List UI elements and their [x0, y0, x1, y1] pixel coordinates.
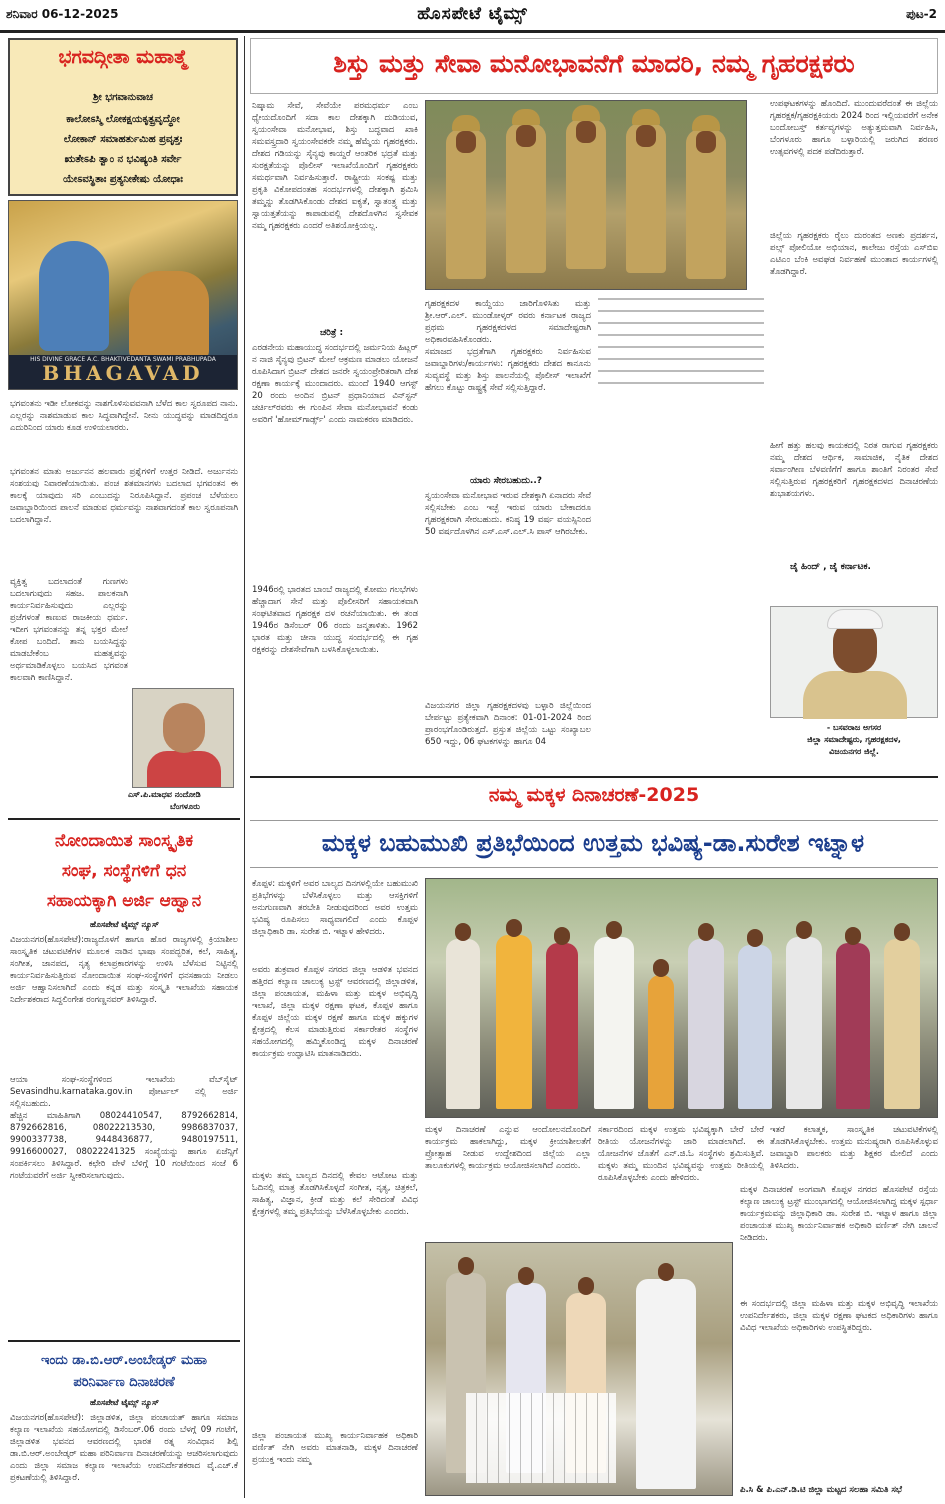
ambedkar-headline: ಇಂದು ಡಾ.ಬಿ.ಆರ್.ಅಂಬೇಡ್ಕರ್ ಮಹಾ ಪರಿನಿರ್ವಾಣ ದಿನಾಚರಣೆ	[41, 1353, 207, 1390]
guards-col1c: 1946ರಲ್ಲಿ ಭಾರತದ ಬಾಂಬೆ ರಾಜ್ಯದಲ್ಲಿ ಕೋಮು ಗಲಭೆಗಳು ಹೆಚ್ಚಾದಾಗ ಸೇನೆ ಮತ್ತು ಪೊಲೀಸರಿಗೆ ಸಹಾಯಕವಾಗಿ ಸಂಘಟಿತವಾದ ಗೃಹರಕ್ಷಕ ದಳ ರಚನೆಯಾಯಿತು. ಈ ತಂಡ 1946ರ ಡಿಸೆಂಬರ್ 06 ರಂದು ಜನ್ಮತಾಳಿತು. 1962 ಭಾರತ ಮತ್ತು ಚೀನಾ ಯುದ್ಧ ಸಂದರ್ಭದಲ್ಲಿ ಈ ಗೃಹ ರಕ್ಷಕರನ್ನು ದೇಶಸೇವೆಗಾಗಿ ಬಳಸಿಕೊಳ್ಳಲಾಯಿತು.	[252, 585, 418, 655]
gita-para-2: ಭಗವಂತನ ಮಾತು ಅರ್ಜುನನ ಹಲವಾರು ಪ್ರಶ್ನೆಗಳಿಗೆ ಉತ್ತರ ನೀಡಿದೆ. ಅರ್ಜುನನು ಸಂಶಯವು ನಿವಾರಣೆಯಾಯಿತು. ಪಂಚ ಶತಮಾನಗಳು ಬದಲಾದ ಭಗವಂತನ ಈ ಕಾಲಕ್ಕೆ ಯಾವುದು ಸರಿ ಎಂಬುದನ್ನು ನಿರೂಪಿಸಿದ್ದಾನೆ. ಪ್ರಪಂಚ ಬೆಳೆಯಲು ಜವಾಬ್ದಾರಿಯಿಂದ ಪಾಲನೆ ಮಾಡುವ ಧರ್ಮವನ್ನು ನಾಶವಾಗದಂತೆ ಕಾಲ ಸ್ವರೂಪನಾಗಿ ಬದಲಾಗಿದ್ದಾನೆ.	[10, 467, 238, 525]
guards-col2e: ವಿಜಯನಗರ ಜಿಲ್ಲಾ ಗೃಹರಕ್ಷಕದಳವು ಬಳ್ಳಾರಿ ಜಿಲ್ಲೆಯಿಂದ ಬೇರ್ಪಟ್ಟು ಪ್ರತ್ಯೇಕವಾಗಿ ದಿನಾಂಕ: 01-01-2024 ರಿಂದ ಪ್ರಾರಂಭಗೊಂಡಿರುತ್ತದೆ. ಪ್ರಸ್ತುತ ಜಿಲ್ಲೆಯ ಒಟ್ಟು ಸಂಖ್ಯಾಬಲ 650 ಇದ್ದು, 06 ಘಟಕಗಳನ್ನು ಹಾಗೂ 04	[425, 701, 591, 747]
image-credit: HIS DIVINE GRACE A.C. BHAKTIVEDANTA SWAMI PRABHUPADA	[30, 356, 216, 363]
kids-col2: ಮಕ್ಕಳ ದಿನಾಚರಣೆ ಎನ್ನುವ ಆಂದೋಲನದೊಂದಿಗೆ ಕಾರ್ಯಕ್ರಮ ಹಾಕಲಾಗಿದ್ದು, ಮಕ್ಕಳ ಕ್ರೀಯಾಶೀಲತೆಗೆ ಪ್ರೋತ್ಸಾಹ ನೀಡುವ ಉದ್ದೇಶದಿಂದ ಜಿಲ್ಲೆಯ ಎಲ್ಲಾ ತಾಲೂಕುಗಳಲ್ಲಿ ಕಾರ್ಯಕ್ರಮ ಆಯೋಜಿಸಲಾಗಿದೆ ಎಂದರು.	[425, 1125, 591, 1171]
guards-col2: ಗೃಹರಕ್ಷಕದಳ ಕಾಯ್ದೆಯು ಜಾರಿಗೊಳಿಸಿತು ಮತ್ತು ಶ್ರೀ.ಆರ್.ಎಲ್. ಮುಂಡೋಳ್ಕರ್ ರವರು ಕರ್ನಾಟಕ ರಾಜ್ಯದ ಪ್ರಥಮ ಗೃಹರಕ್ಷಕದಳದ ಸಮಾದೇಷ್ಟರಾಗಿ ಅಧಿಕಾರವಹಿಸಿಕೊಂಡರು.	[425, 299, 591, 345]
kids-col1b: ಅವರು ಶುಕ್ರವಾರ ಕೊಪ್ಪಳ ನಗರದ ಜಿಲ್ಲಾ ಆಡಳಿತ ಭವನದ ಹತ್ತಿರದ ಕಲ್ಯಾಣ ಚಾಲುಕ್ಯ ಟ್ರಸ್ಟ್ ಆವರಣದಲ್ಲಿ ಜಿಲ್ಲಾಡಳಿತ, ಜಿಲ್ಲಾ ಪಂಚಾಯತ, ಮಹಿಳಾ ಮತ್ತು ಮಕ್ಕಳ ಅಭಿವೃದ್ಧಿ ಇಲಾಖೆ, ಜಿಲ್ಲಾ ಮಕ್ಕಳ ರಕ್ಷಣಾ ಘಟಕ, ಕೊಪ್ಪಳ ಹಾಗೂ ಕೊಪ್ಪಳ ಜಿಲ್ಲೆಯ ಮಕ್ಕಳ ರಕ್ಷಣೆ ಹಾಗೂ ಮಕ್ಕಳ ಹಕ್ಕುಗಳ ಕ್ಷೇತ್ರದಲ್ಲಿ ಕೆಲಸ ಮಾಡುತ್ತಿರುವ ಸರ್ಕಾರೇತರ ಸಂಸ್ಥೆಗಳ ಸಹಯೋಗದಲ್ಲಿ ಹಮ್ಮಿಕೊಂಡಿದ್ದ ಮಕ್ಕಳ ದಿನಾಚರಣೆ ಕಾರ್ಯಕ್ರಮ ಉದ್ಘಾಟಿಸಿ ಮಾತನಾಡಿದರು.	[252, 965, 418, 1059]
masthead: ಹೊಸಪೇಟೆ ಟೈಮ್ಸ್	[417, 4, 528, 24]
kids-col3d: ಪಿ.ಸಿ & ಪಿ.ಎನ್.ಡಿ.ಟಿ ಜಿಲ್ಲಾ ಮಟ್ಟದ ಸಲಹಾ ಸಮಿತಿ ಸಭೆ	[740, 1485, 902, 1495]
krishna-figure	[39, 241, 109, 351]
registration-byline: ಹೊಸಪೇಟೆ ಟೈಮ್ಸ್ ನ್ಯೂಸ್	[90, 920, 159, 929]
ambedkar-byline: ಹೊಸಪೇಟೆ ಟೈಮ್ಸ್ ನ್ಯೂಸ್	[90, 1398, 159, 1407]
gita-title: ಭಗವದ್ಗೀತಾ ಮಹಾತ್ಮೆ	[58, 46, 188, 68]
kids-col2b: ಸರ್ಕಾರದಿಂದ ಮಕ್ಕಳ ಉತ್ತಮ ಭವಿಷ್ಯಕ್ಕಾಗಿ ಬೇರೆ ಬೇರೆ ರೀತಿಯ ಯೋಜನೆಗಳನ್ನು ಜಾರಿ ಮಾಡಲಾಗಿದೆ. ಈ ಯೋಜನೆಗಳ ಜೊತೆಗೆ ಎನ್.ಜಿ.ಓ ಸಂಸ್ಥೆಗಳು ಶ್ರಮಿಸುತ್ತಿವೆ. ಮಕ್ಕಳು ತಮ್ಮ ಮುಂದಿನ ಭವಿಷ್ಯವನ್ನು ಉತ್ತಮ ರೀತಿಯಲ್ಲಿ ರೂಪಿಸಿಕೊಳ್ಳಬೇಕು ಎಂದು ಹೇಳಿದರು.	[598, 1125, 764, 1183]
section-divider	[8, 1340, 240, 1342]
parade-photo	[425, 100, 747, 290]
officer-photo	[770, 606, 938, 718]
gita-verse: ಕಾಲೋಽಸ್ಮಿ ಲೋಕಕ್ಷಯಕೃತ್ಪ್ರವೃದ್ಧೋ ಲೋಕಾನ್ ಸಮಾಹರ್ತುಮಿಹ ಪ್ರವೃತ್ತಃ ಋತೇಽಪಿ ತ್ವಾಂ ನ ಭವಿಷ್ಯಂತಿ ಸರ್ವೇ ಯೇಽವಸ್ಥಿತಾಃ ಪ್ರತ್ಯನೀಕೇಷು ಯೋಧಾಃ	[63, 114, 183, 185]
guards-col2b: ಸಮಾಜದ ಭದ್ರತೆಗಾಗಿ ಗೃಹರಕ್ಷಕರು ನಿರ್ವಹಿಸುವ ಜವಾಬ್ದಾರಿಗಳು/ಕಾರ್ಯಗಳು: ಗೃಹರಕ್ಷಕರು ದೇಶದ ಕಾನೂನು ಸುವ್ಯವಸ್ಥೆ ಮತ್ತು ಶಿಸ್ತು ಪಾಲನೆಯಲ್ಲಿ ಪೊಲೀಸ್ ಇಲಾಖೆಗೆ ಹೆಗಲು ಕೊಟ್ಟು ರಾಷ್ಟ್ರಕ್ಕೆ ಸೇವೆ ಸಲ್ಲಿಸುತ್ತಿದ್ದಾರೆ.	[425, 347, 591, 393]
registration-body-3: ಹೆಚ್ಚಿನ ಮಾಹಿತಿಗಾಗಿ 08024410547, 8792662814, 8792662816, 08022213530, 9986837037, 9900337738, 9448436877, 9480197511, 9916600027, 08022241325 ಸಂಖ್ಯೆಯನ್ನು ಹಾಗೂ ಏಜೆನ್ಸಿಗೆ ಸಂಪರ್ಕಿಸಲು ತಿಳಿಸಿದ್ದಾರೆ. ಕಛೇರಿ ವೇಳೆ ಬೆಳಿಗ್ಗೆ 10 ಗಂಟೆಯಿಂದ ಸಂಜೆ 6 ಗಂಟೆಯವರೆಗೆ ಅರ್ಜಿ ಸ್ವೀಕರಿಸಲಾಗುವುದು.	[10, 1111, 238, 1181]
ambedkar-body: ವಿಜಯನಗರ(ಹೊಸಪೇಟೆ): ಜಿಲ್ಲಾಡಳಿತ, ಜಿಲ್ಲಾ ಪಂಚಾಯತ್ ಹಾಗೂ ಸಮಾಜ ಕಲ್ಯಾಣ ಇಲಾಖೆಯ ಸಹಯೋಗದಲ್ಲಿ ಡಿಸೆಂಬರ್.06 ರಂದು ಬೆಳಗ್ಗೆ 09 ಗಂಟೆಗೆ, ಜಿಲ್ಲಾಡಳಿತ ಭವನದ ಆವರಣದಲ್ಲಿ ಭಾರತ ರತ್ನ ಸಂವಿಧಾನ ಶಿಲ್ಪಿ ಡಾ.ಬಿ.ಆರ್.ಅಂಬೇಡ್ಕರ್ ಮಹಾ ಪರಿನಿರ್ವಾಣ ದಿನಾಚರಣೆಯನ್ನು ಆಚರಿಸಲಾಗುವುದು ಎಂದು ಜಿಲ್ಲಾ ಸಮಾಜ ಕಲ್ಯಾಣ ಇಲಾಖೆಯ ಉಪನಿರ್ದೇಶಕರಾದ ವೈ.ಎಚ್.ಕೆ ಪ್ರಕಟಣೆಯಲ್ಲಿ ತಿಳಿಸಿದ್ದಾರೆ.	[10, 1413, 238, 1483]
kids-col3b: ಮಕ್ಕಳ ದಿನಾಚರಣೆ ಅಂಗವಾಗಿ ಕೊಪ್ಪಳ ನಗರದ ಹೊಸಪೇಟೆ ರಸ್ತೆಯ ಕಲ್ಯಾಣ ಚಾಲುಕ್ಯ ಟ್ರಸ್ಟ್ ಮುಂಭಾಗದಲ್ಲಿ ಆಯೋಜಿಸಲಾಗಿದ್ದ ಮಕ್ಕಳ ಸ್ಪರ್ಧಾ ಕಾರ್ಯಕ್ರಮವನ್ನು ಜಿಲ್ಲಾಧಿಕಾರಿ ಡಾ. ಸುರೇಶ ಬಿ. ಇಟ್ನಾಳ ಹಾಗೂ ಜಿಲ್ಲಾ ಪಂಚಾಯತ ಮುಖ್ಯ ಕಾರ್ಯನಿರ್ವಾಹಕ ಅಧಿಕಾರಿ ವರ್ಣಿತ್ ನೇಗಿ ಚಾಲನೆ ನೀಡಿದರು.	[740, 1185, 938, 1243]
page-header	[0, 0, 945, 30]
issue-date: ಶನಿವಾರ 06-12-2025	[6, 7, 119, 21]
guards-col3b: ಜಿಲ್ಲೆಯ ಗೃಹರಕ್ಷಕರು ರೈಲು ದುರಂತದ ಅಣಕು ಪ್ರದರ್ಶನ, ಪಲ್ಸ್ ಪೋಲಿಯೋ ಅಭಿಯಾನ, ಕಾಲೇಜು ರಸ್ತೆಯ ಎಸ್‌ಬಿಐ ಎಟಿಎಂ ಬೆಂಕಿ ಅವಘಡ ನಿರ್ವಹಣೆ ಮುಂತಾದ ಕಾರ್ಯಗಳಲ್ಲಿ ತೊಡಗಿದ್ದಾರೆ.	[770, 231, 938, 277]
header-rule	[0, 30, 945, 33]
guards-col1: ನಿಷ್ಕಾಮ ಸೇವೆ, ಸೇವೆಯೇ ಪರಮಧರ್ಮ ಎಂಬ ಧ್ಯೇಯದೊಂದಿಗೆ ಸದಾ ಕಾಲ ದೇಶಕ್ಕಾಗಿ ದುಡಿಯುವ, ಸ್ವಯಂಸೇವಾ ಮನೋಭಾವ, ಶಿಸ್ತು ಬದ್ಧವಾದ ಖಾಕಿ ಸಮವಸ್ತ್ರದಾರಿ ಸ್ವಯಂಸೇವಕರೇ ನಮ್ಮ ಹೆಮ್ಮೆಯ ಗೃಹರಕ್ಷಕರು. ದೇಶದ ಗಡಿಯನ್ನು ಸೈನ್ಯವು ಕಾಯ್ದರೆ ಆಂತರಿಕ ಭದ್ರತೆ ಮತ್ತು ಸುರಕ್ಷತೆಯನ್ನು ಪೊಲೀಸ್ ಇಲಾಖೆಯೊಂದಿಗೆ ಗೃಹರಕ್ಷಕರು ಸಮರ್ಥವಾಗಿ ನಿರ್ವಹಿಸುತ್ತಾರೆ. ರಾಷ್ಟ್ರೀಯ ಸಂಕಷ್ಟ ಮತ್ತು ಪ್ರಕೃತಿ ವಿಕೋಪದಂತಹ ಸಂದರ್ಭಗಳಲ್ಲಿ ದೇಶಕ್ಕಾಗಿ ಶ್ರಮಿಸಿ ತಮ್ಮನ್ನು ತೊಡಗಿಸಿಕೊಂಡು ದೇಶದ ಐಕ್ಯತೆ, ಸ್ವಾತಂತ್ರ್ಯ ಮತ್ತು ಸ್ವಾಯತ್ತತೆಯನ್ನು ಕಾಪಾಡುವಲ್ಲಿ ದೇಶದೊಳಗಿನ ಸ್ವಸೇವಕ ನಮ್ಮ ಗೃಹರಕ್ಷಕರು ಎಂದರೆ ಅತಿಶಯೋಕ್ತಿಯಲ್ಲ.	[252, 101, 418, 231]
exhibition-photo	[425, 1242, 733, 1496]
image-word: BHAGAVAD	[42, 361, 204, 385]
author-city: ಬೆಂಗಳೂರು	[170, 802, 200, 811]
guards-headline-box	[250, 38, 938, 94]
children-day-photo	[425, 878, 938, 1118]
registration-headline: ನೋಂದಾಯಿತ ಸಾಂಸ್ಕೃತಿಕ ಸಂಘ, ಸಂಸ್ಥೆಗಳಿಗೆ ಧನ ಸಹಾಯಕ್ಕಾಗಿ ಅರ್ಜಿ ಆಹ್ವಾನ	[46, 831, 202, 911]
column-rule	[244, 36, 245, 1498]
guards-col1b: ಎರಡನೇಯ ಮಹಾಯುದ್ಧ ಸಂದರ್ಭದಲ್ಲಿ ಜರ್ಮನಿಯ ಹಿಟ್ಲರ್ ನ ನಾಜಿ ಸೈನ್ಯವು ಬ್ರಿಟನ್ ಮೇಲೆ ಆಕ್ರಮಣ ಮಾಡಲು ಯೋಜನೆ ರೂಪಿಸಿದಾಗ ಬ್ರಿಟನ್ ದೇಶದ ಜನರೇ ಸ್ವಯಂಪ್ರೇರಿತರಾಗಿ ದೇಶ ರಕ್ಷಣಾ ಕಾರ್ಯಕ್ಕೆ ಮುಂದಾದರು. ಮುಂದೆ 1940 ಆಗಸ್ಟ್ 20 ರಂದು ಅಂದಿನ ಬ್ರಿಟನ್ ಪ್ರಧಾನಿಯಾದ ವಿನ್‌ಸ್ಟನ್ ಚರ್ಚಿಲ್‌ರವರು ಈ ಗುಂಪಿನ ಸೇವಾ ಮನೋಭಾವನೆ ಕಂಡು ಅವರಿಗೆ 'ಹೋಮ್‌ಗಾರ್ಡ್ಸ್' ಎಂದು ನಾಮಕರಣ ಮಾಡಿದರು.	[252, 343, 418, 425]
arjuna-figure	[129, 271, 209, 361]
kids-subheadline: ನಮ್ಮ ಮಕ್ಕಳ ದಿನಾಚರಣೆ-2025	[488, 784, 700, 806]
kids-col1d: ಜಿಲ್ಲಾ ಪಂಚಾಯತ ಮುಖ್ಯ ಕಾರ್ಯನಿರ್ವಾಹಕ ಅಧಿಕಾರಿ ವರ್ಣಿತ್ ನೇಗಿ ಅವರು ಮಾತನಾಡಿ, ಮಕ್ಕಳ ದಿನಾಚರಣೆ ಪ್ರಯುಕ್ತ ಇಂದು ನಮ್ಮ	[252, 1431, 418, 1465]
page-number: ಪುಟ-2	[906, 7, 937, 21]
kids-col3c: ಈ ಸಂದರ್ಭದಲ್ಲಿ ಜಿಲ್ಲಾ ಮಹಿಳಾ ಮತ್ತು ಮಕ್ಕಳ ಅಭಿವೃದ್ಧಿ ಇಲಾಖೆಯ ಉಪನಿರ್ದೇಶಕರು, ಜಿಲ್ಲಾ ಮಕ್ಕಳ ರಕ್ಷಣಾ ಘಟಕದ ಅಧಿಕಾರಿಗಳು ಹಾಗೂ ವಿವಿಧ ಇಲಾಖೆಯ ಅಧಿಕಾರಿಗಳು ಉಪಸ್ಥಿತರಿದ್ದರು.	[740, 1299, 938, 1333]
author-photo	[132, 688, 234, 788]
guards-headline: ಶಿಸ್ತು ಮತ್ತು ಸೇವಾ ಮನೋಭಾವನೆಗೆ ಮಾದರಿ, ನಮ್ಮ ಗೃಹರಕ್ಷಕರು	[333, 49, 855, 78]
gita-image	[8, 200, 238, 390]
exhibit-table	[466, 1393, 616, 1483]
kids-headline-box	[250, 820, 938, 868]
gita-speaker: ಶ್ರೀ ಭಗವಾನುವಾಚ	[93, 92, 153, 103]
registration-body-2: ಆಯಾ ಸಂಘ-ಸಂಸ್ಥೆಗಳಿಂದ ಇಲಾಖೆಯ ವೆಬ್‌ಸೈಟ್ Sevasindhu.karnataka.gov.in ಪೋರ್ಟಲ್ ನಲ್ಲಿ ಅರ್ಜಿ ಸಲ್ಲಿಸಬಹುದು.	[10, 1075, 238, 1109]
gita-box	[8, 38, 238, 196]
kids-col1c: ಮಕ್ಕಳು ತಮ್ಮ ಬಾಲ್ಯದ ದಿನದಲ್ಲಿ ಕೇವಲ ಆಟೋಟ ಮತ್ತು ಓದಿನಲ್ಲಿ ಮಾತ್ರ ತೊಡಗಿಸಿಕೊಳ್ಳದೆ ಸಂಗೀತ, ನೃತ್ಯ, ಚಿತ್ರಕಲೆ, ಸಾಹಿತ್ಯ, ವಿಜ್ಞಾನ, ಕ್ರೀಡೆ ಮತ್ತು ಕಲೆ ಸೇರಿದಂತೆ ವಿವಿಧ ಕ್ಷೇತ್ರಗಳಲ್ಲಿ ತಮ್ಮ ಪ್ರತಿಭೆಯನ್ನು ಬೆಳೆಸಿಕೊಳ್ಳಬೇಕು ಎಂದರು.	[252, 1171, 418, 1217]
who-can-join-heading: ಯಾರು ಸೇರಬಹುದು..?	[470, 476, 542, 486]
officer-caption: - ಬಸವರಾಜ ಅಗಸರ ಜಿಲ್ಲಾ ಸಮಾದೇಷ್ಟರು, ಗೃಹರಕ್ಷಕದಳ, ವಿಜಯನಗರ ಜಿಲ್ಲೆ.	[807, 723, 901, 756]
section-divider	[250, 776, 938, 778]
gita-para-1: ಭಗವಂತನು ಇಡೀ ಲೋಕವನ್ನು ನಾಶಗೊಳಿಸುವವನಾಗಿ ಬೆಳೆದ ಕಾಲ ಸ್ವರೂಪದ ನಾನು. ಎಲ್ಲರನ್ನು ನಾಶಮಾಡುವ ಕಾಲ ಸಿದ್ಧವಾಗಿದ್ದೇನೆ. ನೀನು ಯುದ್ಧವನ್ನು ಮಾಡದಿದ್ದರೂ ಎದುರಿನಿಂದ ಯಾರು ಕೂಡ ಉಳಿಯಲಾರರು.	[10, 399, 238, 433]
jai-hind: ಜೈ ಹಿಂದ್ , ಜೈ ಕರ್ನಾಟಕ.	[790, 562, 871, 572]
gita-para-3: ವ್ಯಕ್ತಿತ್ವ ಬದಲಾದಂತೆ ಗುಣಗಳು ಬದಲಾಗುವುದು ಸಹಜ. ಪಾಲಕನಾಗಿ ಕಾರ್ಯನಿರ್ವಹಿಸುವುದು ಎಲ್ಲರನ್ನು ಪ್ರಜೆಗಳಂತೆ ಕಾಣುವ ರಾಜಕೀಯ ಧರ್ಮ. ಇದೀಗ ಭಗವಂತನನ್ನು ತನ್ನ ಭಕ್ತರ ಮೇಲೆ ಕೋಪ ಬಂದಿದೆ. ತಾನು ಬಯಸಿದ್ದನ್ನು ಮಾಡಬೇಕೆಂಬ ಮಹತ್ವವನ್ನು ಅರ್ಥಮಾಡಿಕೊಳ್ಳಲು ಬಯಸಿದ ಭಗವಂತ ಕಾಲವಾಗಿ ಕಾಣಿಸಿದ್ದಾನೆ.	[10, 577, 128, 683]
guards-col3: ಉಪಘಟಕಗಳನ್ನು ಹೊಂದಿದೆ. ಮುಂದುವರೆದಂತೆ ಈ ಜಿಲ್ಲೆಯ ಗೃಹರಕ್ಷಕ/ಗೃಹರಕ್ಷಕಿಯರು 2024 ರಿಂದ ಇಲ್ಲಿಯವರೆಗೆ ಅನೇಕ ಬಂದೋಬಸ್ತ್ ಕರ್ತವ್ಯಗಳನ್ನು ಅತ್ಯುತ್ತಮವಾಗಿ ನಿರ್ವಹಿಸಿ, ಬೆಂಗಳೂರು ಹಾಗೂ ಬಳ್ಳಾರಿಯಲ್ಲಿ ಜರುಗಿದ ಶರಣರ ಉತ್ಸವಗಳಲ್ಲಿ ಪದಕ ಪಡೆದಿರುತ್ತಾರೆ.	[770, 99, 938, 157]
section-divider	[8, 818, 240, 820]
kids-col1: ಕೊಪ್ಪಳ: ಮಕ್ಕಳಿಗೆ ಅವರ ಬಾಲ್ಯದ ದಿನಗಳಲ್ಲಿಯೇ ಬಹುಮುಖಿ ಪ್ರತಿಭೆಗಳನ್ನು ಬೆಳೆಸಿಕೊಳ್ಳಲು ಮತ್ತು ಆಸಕ್ತಿಗಳಿಗೆ ಅನುಗುಣವಾಗಿ ತರಬೇತಿ ನೀಡುವುದರಿಂದ ಅವರ ಉತ್ತಮ ಭವಿಷ್ಯ ರೂಪಿಸಲು ಸಾಧ್ಯವಾಗಲಿದೆ ಎಂದು ಕೊಪ್ಪಳ ಜಿಲ್ಲಾಧಿಕಾರಿ ಡಾ. ಸುರೇಶ ಬಿ. ಇಟ್ನಾಳ ಹೇಳಿದರು.	[252, 879, 418, 937]
guards-col2d: ಸ್ವಯಂಸೇವಾ ಮನೋಭಾವ ಇರುವ ದೇಶಕ್ಕಾಗಿ ಏನಾದರು ಸೇವೆ ಸಲ್ಲಿಸಬೇಕು ಎಂಬ ಇಚ್ಛೆ ಇರುವ ಯಾರು ಬೇಕಾದರೂ ಗೃಹರಕ್ಷಕರಾಗಿ ಸೇರಬಹುದು. ಕನಿಷ್ಠ 19 ವರ್ಷ ವಯಸ್ಸಿನಿಂದ 50 ವರ್ಷದೊಳಗಿನ ಎಸ್.ಎಸ್.ಎಲ್.ಸಿ ಪಾಸ್ ಆಗಿರಬೇಕು.	[425, 491, 591, 537]
author-name: ಎಸ್.ಪಿ.ಮಾಧವ ನಂದೋಡಿ	[128, 790, 201, 799]
registration-body: ವಿಜಯನಗರ(ಹೊಸಪೇಟೆ):ರಾಜ್ಯದೊಳಗೆ ಹಾಗೂ ಹೊರ ರಾಜ್ಯಗಳಲ್ಲಿ ಕ್ರಿಯಾಶೀಲ ಸಾಂಸ್ಕೃತಿಕ ಚಟುವಟಿಕೆಗಳ ಮೂಲಕ ನಾಡಿನ ಭಾಷಾ ಸಂಪದ್ಭರಿತ, ಕಲೆ, ಸಾಹಿತ್ಯ, ಸಂಗೀತ, ಜಾನಪದ, ನೃತ್ಯ ಕಲಾಪ್ರಕಾರಗಳನ್ನು ಉಳಿಸಿ ಬೆಳೆಸುವ ನಿಟ್ಟಿನಲ್ಲಿ ಕಾರ್ಯನಿರ್ವಹಿಸುತ್ತಿರುವ ನೋಂದಾಯಿತ ಸಂಘ-ಸಂಸ್ಥೆಗಳಿಗೆ ಧನಸಹಾಯ ನೀಡಲು ಅರ್ಜಿ ಆಹ್ವಾನಿಸಲಾಗಿದೆ ಎಂದು ಕನ್ನಡ ಮತ್ತು ಸಂಸ್ಕೃತಿ ಇಲಾಖೆಯ ಸಹಾಯಕ ನಿರ್ದೇಶಕರಾದ ಸಿದ್ದಲಿಂಗೇಶ ರಂಗಣ್ಣನವರ್ ತಿಳಿಸಿದ್ದಾರೆ.	[10, 935, 238, 1005]
kids-col3: ಇತರೆ ಕಲಾತ್ಮಕ, ಸಾಂಸ್ಕೃತಿಕ ಚಟುವಟಿಕೆಗಳಲ್ಲಿ ತೊಡಗಿಸಿಕೊಳ್ಳಬೇಕು. ಉತ್ತಮ ಮನುಷ್ಯರಾಗಿ ರೂಪಿಸಿಕೊಳ್ಳುವ ಜವಾಬ್ದಾರಿ ಪಾಲಕರು ಮತ್ತು ಶಿಕ್ಷಕರ ಮೇಲಿದೆ ಎಂದು ತಿಳಿಸಿದರು.	[770, 1125, 938, 1171]
kids-headline: ಮಕ್ಕಳ ಬಹುಮುಖಿ ಪ್ರತಿಭೆಯಿಂದ ಉತ್ತಮ ಭವಿಷ್ಯ-ಡಾ.ಸುರೇಶ ಇಟ್ನಾಳ	[321, 829, 865, 857]
guards-col3c: ಹೀಗೆ ಹತ್ತು ಹಲವು ಕಾಯಕದಲ್ಲಿ ನಿರತ ರಾಗುವ ಗೃಹರಕ್ಷಕರು ನಮ್ಮ ದೇಶದ ಆರ್ಥಿಕ, ಸಾಮಾಜಿಕ, ನೈತಿಕ ದೇಶದ ಸರ್ವಾಂಗೀಣ ಬೆಳವಣಿಗೆಗೆ ಹಾಗೂ ಶಾಂತಿಗೆ ನಿರಂತರ ಸೇವೆ ಸಲ್ಲಿಸುತ್ತಿರುವ ಗೃಹರಕ್ಷಕರಿಗೆ ಗೃಹರಕ್ಷಕದಳದ ದಿನಾಚರಣೆಯ ಶುಭಾಶಯಗಳು.	[770, 441, 938, 499]
history-heading: ಚರಿತ್ರೆ :	[320, 328, 344, 338]
